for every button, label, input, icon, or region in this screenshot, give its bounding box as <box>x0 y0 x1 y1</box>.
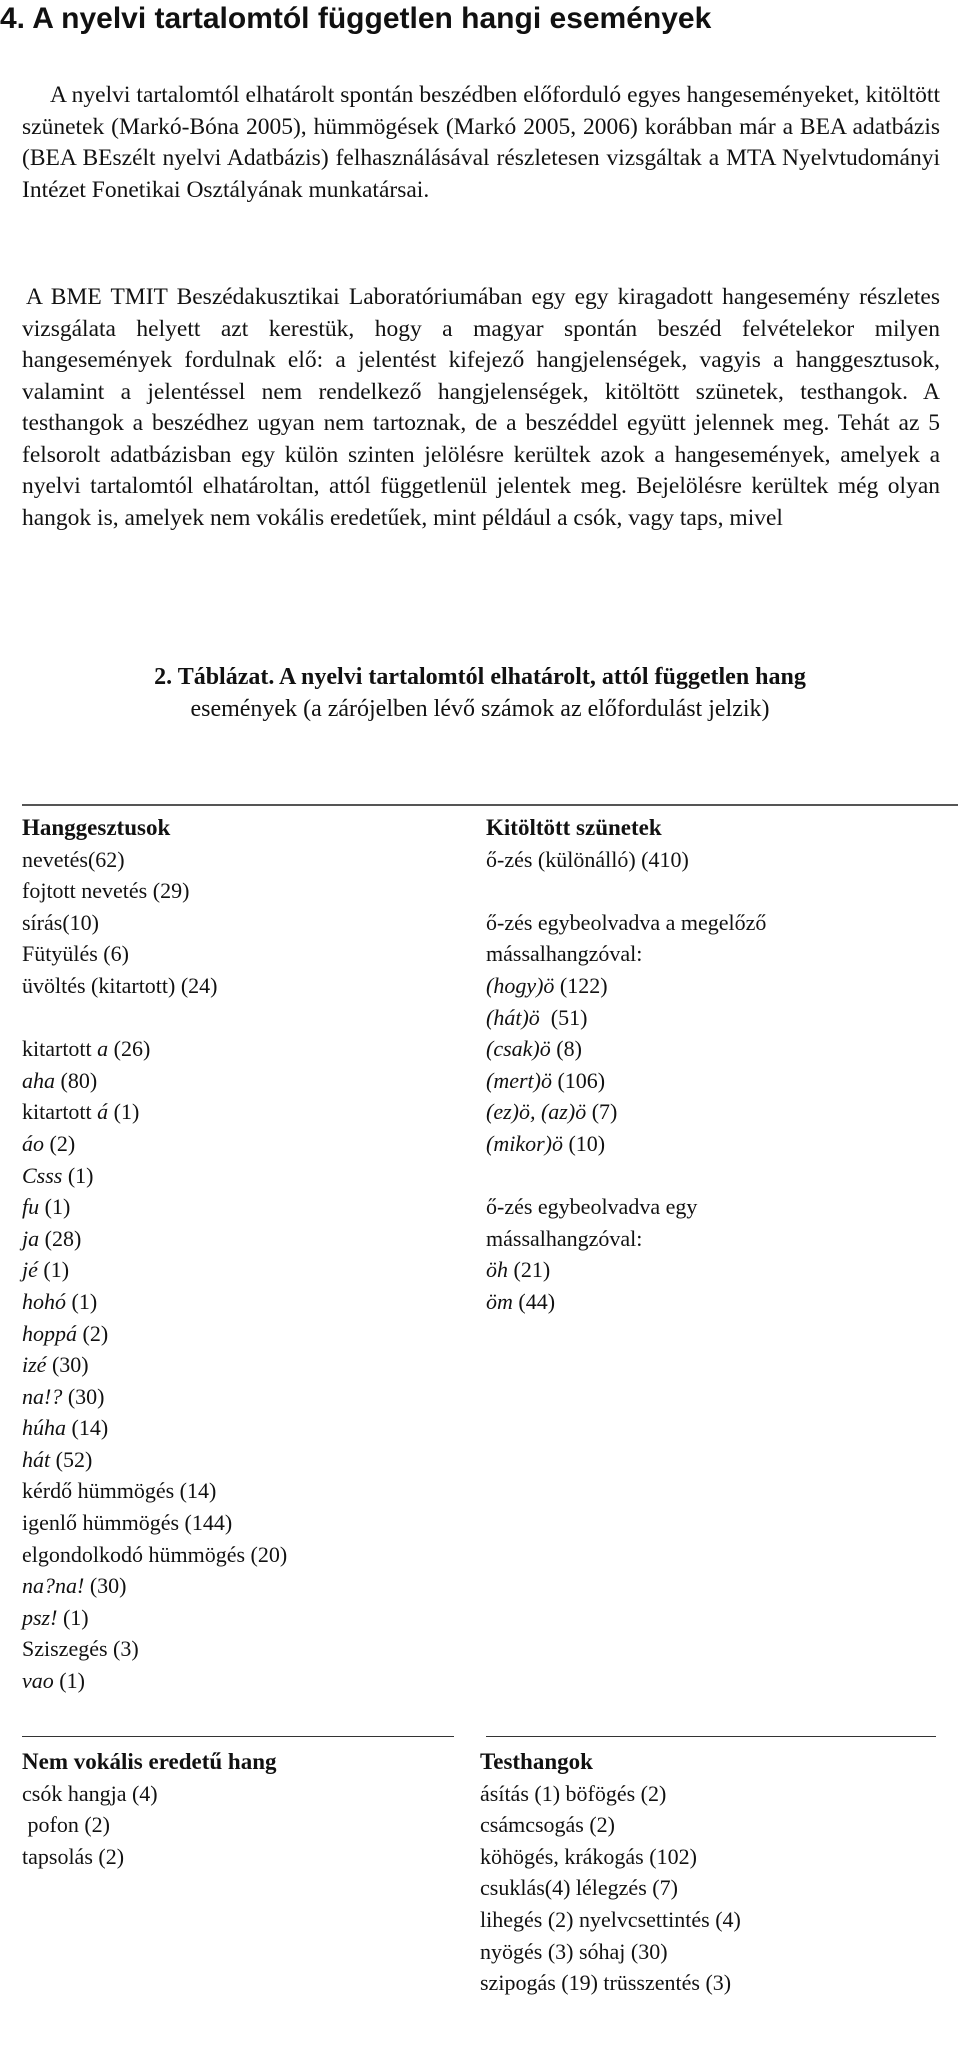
table-row <box>22 1033 287 1065</box>
row-text: (30) <box>84 1573 127 1599</box>
row-text: elgondolkodó hümmögés (20) <box>22 1541 288 1567</box>
table-row <box>486 1223 766 1255</box>
table-row <box>22 1570 287 1602</box>
italic-term: hát <box>22 1446 51 1472</box>
row-text: nevetés(62) <box>22 846 125 872</box>
italic-term: ja <box>22 1225 40 1251</box>
italic-term: a <box>97 1036 109 1062</box>
table-row <box>22 1223 287 1255</box>
table-row <box>22 1318 287 1350</box>
table-row <box>22 1191 287 1223</box>
row-text: (10) <box>562 1130 606 1156</box>
italic-term: öh <box>486 1257 508 1283</box>
column-kitoltott-szunetek <box>486 812 766 1318</box>
table-top-rule <box>22 804 958 806</box>
row-text: sírás(10) <box>22 909 99 935</box>
italic-term: hohó <box>22 1288 66 1314</box>
table-row <box>22 1160 287 1192</box>
row-text: (21) <box>508 1257 551 1283</box>
row-text: Fütyülés (6) <box>22 941 129 967</box>
row-text: Sziszegés (3) <box>22 1636 139 1662</box>
row-text: (52) <box>50 1446 93 1472</box>
column-header: Testhangok <box>480 1749 593 1774</box>
table-caption <box>0 661 960 725</box>
row-text: (106) <box>551 1067 606 1093</box>
row-text: (7) <box>586 1099 618 1125</box>
row-text: (8) <box>550 1036 582 1062</box>
table-row <box>486 1033 766 1065</box>
bottom-left-rule <box>22 1736 454 1737</box>
italic-term: (mert)ö <box>486 1067 552 1093</box>
row-text: (1) <box>39 1194 71 1220</box>
table-row: pofon (2) <box>22 1812 110 1838</box>
column-header: Hanggesztusok <box>22 815 171 840</box>
table-row <box>22 1633 287 1665</box>
row-text: (2) <box>77 1320 109 1346</box>
row-text: ő-zés egybeolvadva a megelőző <box>486 909 767 935</box>
italic-term: (hát)ö <box>486 1004 540 1030</box>
column-rows <box>480 1778 741 1999</box>
italic-term: hoppá <box>22 1320 77 1346</box>
row-text: (28) <box>39 1225 82 1251</box>
row-text: (1) <box>66 1288 98 1314</box>
italic-term: jé <box>22 1257 38 1283</box>
row-text: (30) <box>46 1352 89 1378</box>
italic-term: izé <box>22 1352 47 1378</box>
row-text: (44) <box>512 1288 556 1314</box>
italic-term: na!? <box>22 1383 63 1409</box>
table-row <box>22 1665 287 1697</box>
italic-term: (ez)ö, (az)ö <box>486 1099 587 1125</box>
table-row: szipogás (19) trüsszentés (3) <box>480 1970 732 1996</box>
column-header: Kitöltött szünetek <box>486 815 662 840</box>
table-row <box>486 1096 766 1128</box>
italic-term: psz! <box>22 1604 58 1630</box>
table-row <box>22 1065 287 1097</box>
table-row <box>486 907 766 939</box>
italic-term: öm <box>486 1288 513 1314</box>
row-text: (14) <box>66 1415 109 1441</box>
table-row <box>486 1286 766 1318</box>
italic-term: aha <box>22 1067 55 1093</box>
table-row <box>22 1128 287 1160</box>
table-row <box>486 844 766 876</box>
table-row <box>486 1160 766 1192</box>
table-row: tapsolás (2) <box>22 1843 125 1869</box>
table-row <box>22 1444 287 1476</box>
table-row: ásítás (1) böfögés (2) <box>480 1780 667 1806</box>
row-text: (51) <box>539 1004 588 1030</box>
section-heading: 4. A nyelvi tartalomtól független hangi események <box>0 2 712 35</box>
italic-term: fu <box>22 1194 40 1220</box>
italic-term: vao <box>22 1668 54 1694</box>
row-text: (1) <box>62 1162 94 1188</box>
italic-term: Csss <box>22 1162 63 1188</box>
table-row <box>22 970 287 1002</box>
table-row <box>22 1002 287 1034</box>
italic-term: á <box>97 1099 109 1125</box>
table-row <box>486 1065 766 1097</box>
table-row <box>486 1128 766 1160</box>
column-testhangok <box>480 1746 741 1999</box>
row-text: (1) <box>37 1257 70 1283</box>
row-text: (30) <box>62 1383 105 1409</box>
caption-title: 2. Táblázat. A nyelvi tartalomtól elhatárolt, attól független hang <box>154 664 806 690</box>
table-row <box>22 1412 287 1444</box>
table-row <box>22 938 287 970</box>
table-row <box>22 844 287 876</box>
column-hanggesztusok <box>22 812 287 1697</box>
row-text: (1) <box>57 1604 89 1630</box>
row-text: ő-zés (különálló) (410) <box>486 846 689 872</box>
column-rows <box>22 844 287 1697</box>
row-text: igenlő hümmögés (144) <box>22 1510 233 1536</box>
table-row <box>22 1096 287 1128</box>
table-row <box>22 875 287 907</box>
column-rows <box>22 1778 277 1873</box>
table-row <box>22 1381 287 1413</box>
table-row <box>486 1002 766 1034</box>
column-nem-vokalis <box>22 1746 277 1872</box>
row-text: kitartott <box>22 1036 98 1062</box>
italic-term: na?na! <box>22 1573 85 1599</box>
row-text: fojtott nevetés (29) <box>22 878 190 904</box>
table-row <box>486 1254 766 1286</box>
italic-term: húha <box>22 1415 66 1441</box>
italic-term: (mikor)ö <box>486 1130 563 1156</box>
table-row <box>486 875 766 907</box>
table-row <box>486 1191 766 1223</box>
row-text: kitartott <box>22 1099 98 1125</box>
italic-term: (csak)ö <box>486 1036 551 1062</box>
table-row <box>22 1602 287 1634</box>
row-text: (1) <box>108 1099 140 1125</box>
table-row: csuklás(4) lélegzés (7) <box>480 1875 678 1901</box>
table-row: köhögés, krákogás (102) <box>480 1843 697 1869</box>
caption-subtitle: események (a zárójelben lévő számok az előfordulást jelzik) <box>190 696 770 722</box>
row-text: mássalhangzóval: <box>486 1225 643 1251</box>
paragraph-2: A BME TMIT Beszédakusztikai Laboratóriumában egy egy kiragadott hangesemény részletes vizsgálata helyett azt kerestük, hogy a magyar spontán beszéd felvételekor milyen hangesemények fordulnak elő: a jelentést kifejező hangjelenségek, vagyis a hanggesztusok, valamint a jelentéssel nem rendelkező hangjelenségek, kitöltött szünetek, testhangok. A testhangok a beszédhez ugyan nem tartoznak, de a beszéddel együtt jelennek meg. Tehát az 5 felsorolt adatbázisban egy külön szinten jelölésre kerültek azok a hangesemények, amelyek a nyelvi tartalomtól elhatároltan, attól függetlenül jelentek meg. Bejelölésre kerültek még olyan hangok is, amelyek nem vokális eredetűek, mint például a csók, vagy taps, mivel <box>22 284 940 531</box>
table-row: nyögés (3) sóhaj (30) <box>480 1938 668 1964</box>
row-text: üvöltés (kitartott) (24) <box>22 972 218 998</box>
table-row: csók hangja (4) <box>22 1780 158 1806</box>
row-text: (26) <box>108 1036 151 1062</box>
table-row <box>22 1349 287 1381</box>
table-row <box>22 1539 287 1571</box>
row-text: kérdő hümmögés (14) <box>22 1478 217 1504</box>
table-row <box>22 1507 287 1539</box>
table-row <box>22 1286 287 1318</box>
italic-term: áo <box>22 1130 44 1156</box>
table-row <box>486 938 766 970</box>
table-row <box>486 970 766 1002</box>
row-text: (80) <box>55 1067 98 1093</box>
column-header: Nem vokális eredetű hang <box>22 1749 277 1774</box>
row-text: (2) <box>44 1130 76 1156</box>
row-text: mássalhangzóval: <box>486 941 643 967</box>
table-row: lihegés (2) nyelvcsettintés (4) <box>480 1906 741 1932</box>
italic-term: (hogy)ö <box>486 972 555 998</box>
row-text: ő-zés egybeolvadva egy <box>486 1194 698 1220</box>
table-row <box>22 1254 287 1286</box>
column-rows <box>486 844 766 1318</box>
row-text: (122) <box>554 972 608 998</box>
table-row <box>22 907 287 939</box>
row-text: (1) <box>53 1668 85 1694</box>
table-row <box>22 1475 287 1507</box>
table-row: csámcsogás (2) <box>480 1812 616 1838</box>
paragraph-1: A nyelvi tartalomtól elhatárolt spontán beszédben előforduló egyes hangeseményeket, kitöltött szünetek (Markó-Bóna 2005), hümmögések (Markó 2005, 2006) korábban már a BEA adatbázis (BEA BEszélt nyelvi Adatbázis) felhasználásával részletesen vizsgáltak a MTA Nyelvtudományi Intézet Fonetikai Osztályának munkatársai. <box>22 82 940 203</box>
bottom-right-rule <box>486 1736 936 1737</box>
